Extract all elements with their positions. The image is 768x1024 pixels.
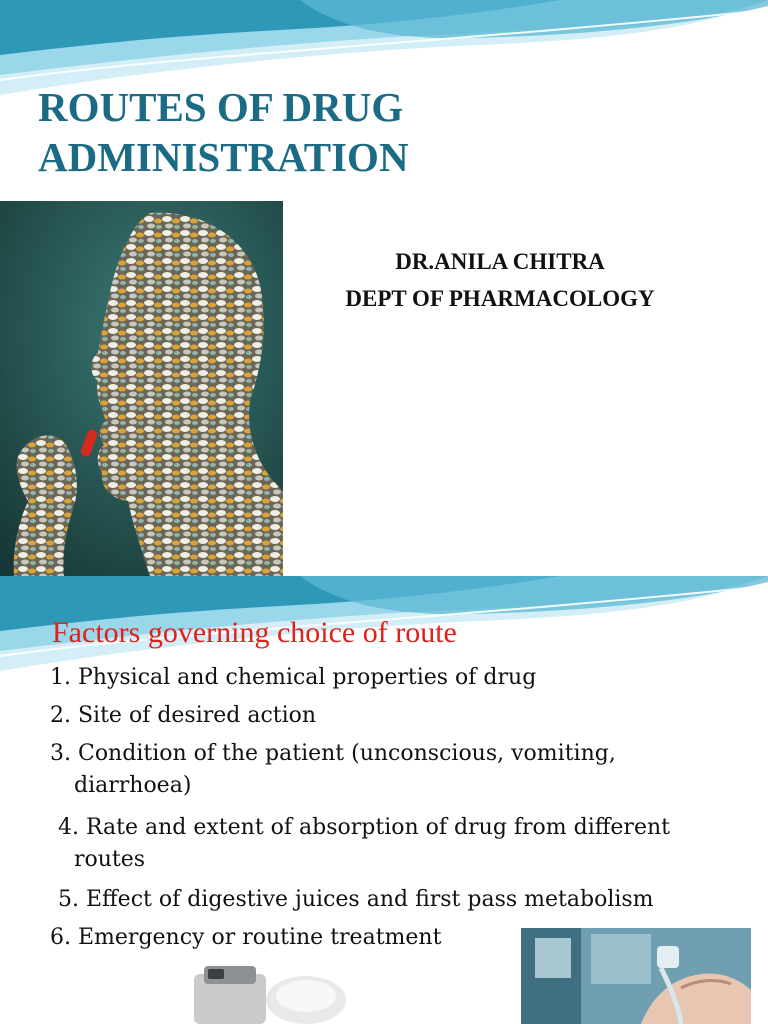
header-wave-decoration: [0, 0, 768, 95]
inhaler-mask-photo: [168, 956, 348, 1024]
pill-head-illustration: [0, 201, 283, 576]
factor-item: 5. Effect of digestive juices and first pass metabolism: [58, 887, 654, 912]
author-block: [300, 243, 700, 317]
patient-intubation-photo: [521, 928, 751, 1024]
factor-item: 2. Site of desired action: [50, 703, 317, 728]
author-name: DR.ANILA CHITRA: [395, 249, 605, 274]
factor-item: 6. Emergency or routine treatment: [50, 925, 442, 950]
title-line-2: ADMINISTRATION: [38, 134, 409, 180]
factors-slide: [0, 576, 768, 1024]
title-line-1: ROUTES OF DRUG: [38, 84, 404, 130]
factors-heading: Factors governing choice of route: [52, 616, 457, 649]
author-department: DEPT OF PHARMACOLOGY: [345, 286, 655, 311]
factor-item: 3. Condition of the patient (unconscious, vomiting, diarrhoea): [50, 741, 616, 798]
factor-item: 4. Rate and extent of absorption of drug from different routes: [58, 815, 670, 872]
factor-item: 1. Physical and chemical properties of drug: [50, 665, 537, 690]
slide-title: [38, 82, 409, 182]
